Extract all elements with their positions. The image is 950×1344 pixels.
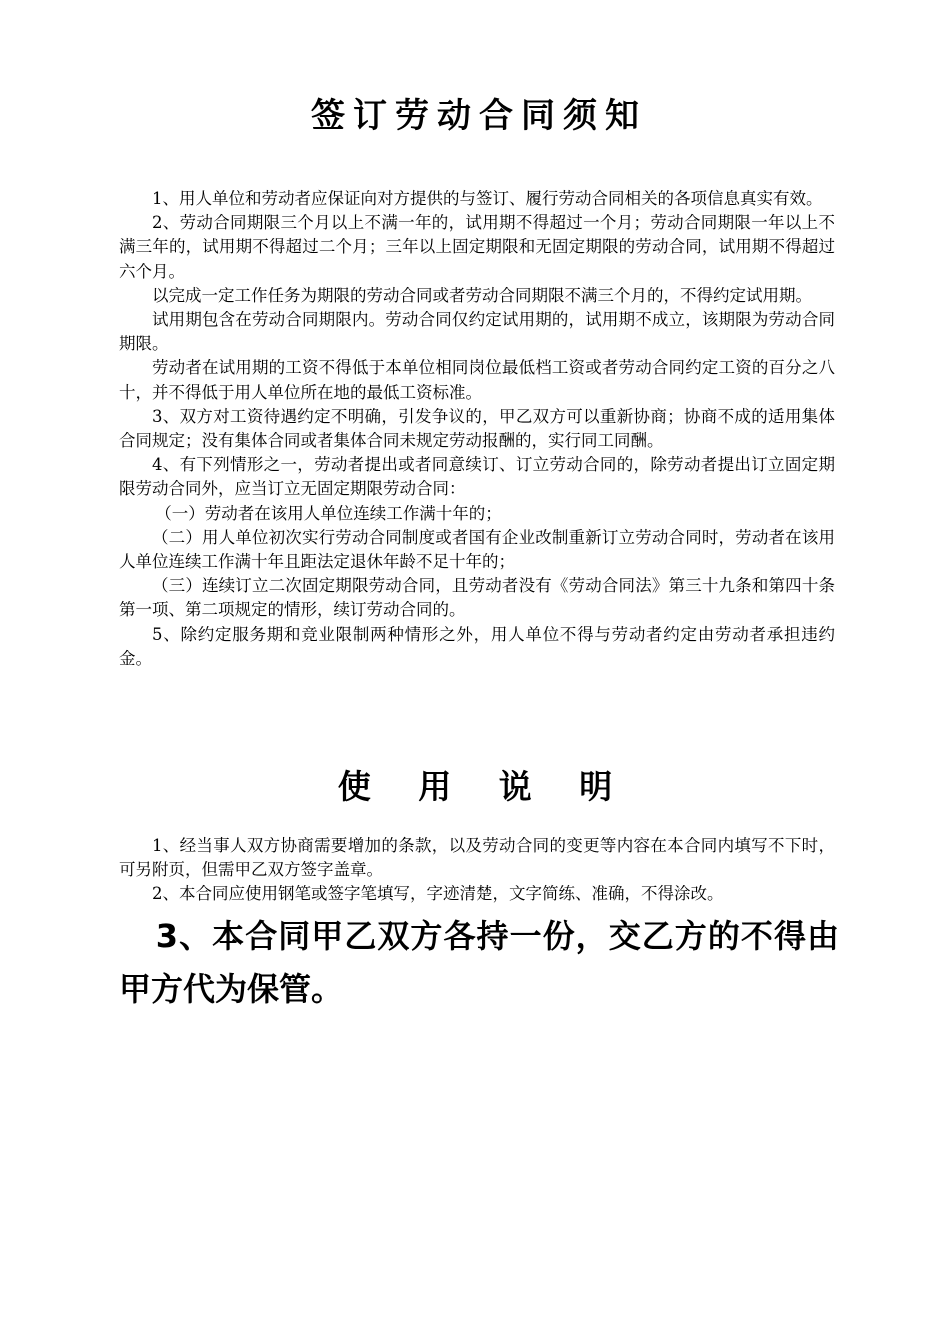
notice-paragraph-3: 以完成一定工作任务为期限的劳动合同或者劳动合同期限不满三个月的，不得约定试用期。	[152, 285, 812, 305]
notice-paragraph-1: 1、用人单位和劳动者应保证向对方提供的与签订、履行劳动合同相关的各项信息真实有效。	[152, 189, 823, 208]
notice-paragraph-5: 劳动者在试用期的工资不得低于本单位相同岗位最低档工资或者劳动合同约定工资的百分之八十，并不得低于用人单位所在地的最低工资标准。	[119, 358, 835, 402]
notice-paragraph-9: （二）用人单位初次实行劳动合同制度或者国有企业改制重新订立劳动合同时，劳动者在该用人单位连续工作满十年且距法定退休年龄不足十年的；	[119, 527, 835, 572]
notice-paragraph-10: （三）连续订立二次固定期限劳动合同，且劳动者没有《劳动合同法》第三十九条和第四十条第一项、第二项规定的情形，续订劳动合同的。	[119, 576, 835, 620]
notice-paragraph-11: 5、除约定服务期和竞业限制两种情形之外，用人单位不得与劳动者约定由劳动者承担违约金。	[119, 624, 835, 668]
document-title: 签订劳动合同须知	[311, 96, 647, 136]
notice-paragraph-2: 2、劳动合同期限三个月以上不满一年的，试用期不得超过一个月；劳动合同期限一年以上不满三年的，试用期不得超过二个月；三年以上固定期限和无固定期限的劳动合同，试用期不得超过六个月。	[119, 213, 835, 281]
usage-emphasis-paragraph: 3、本合同甲乙双方各持一份，交乙方的不得由甲方代为保管。	[119, 917, 839, 1008]
usage-section	[119, 834, 835, 907]
notice-section	[119, 187, 835, 671]
usage-title: 使 用 说 明	[337, 767, 631, 806]
notice-paragraph-4: 试用期包含在劳动合同期限内。劳动合同仅约定试用期的，试用期不成立，该期限为劳动合同期限。	[119, 310, 835, 354]
notice-paragraph-7: 4、有下列情形之一，劳动者提出或者同意续订、订立劳动合同的，除劳动者提出订立固定期限劳动合同外，应当订立无固定期限劳动合同：	[119, 455, 835, 499]
usage-paragraph-1: 1、经当事人双方协商需要增加的条款，以及劳动合同的变更等内容在本合同内填写不下时，可另附页，但需甲乙双方签字盖章。	[119, 836, 835, 880]
notice-paragraph-8: （一）劳动者在该用人单位连续工作满十年的；	[155, 503, 502, 523]
notice-paragraph-6: 3、双方对工资待遇约定不明确，引发争议的，甲乙双方可以重新协商；协商不成的适用集体合同规定；没有集体合同或者集体合同未规定劳动报酬的，实行同工同酬。	[119, 406, 835, 451]
usage-paragraph-2: 2、本合同应使用钢笔或签字笔填写，字迹清楚，文字简练、准确，不得涂改。	[152, 884, 724, 904]
